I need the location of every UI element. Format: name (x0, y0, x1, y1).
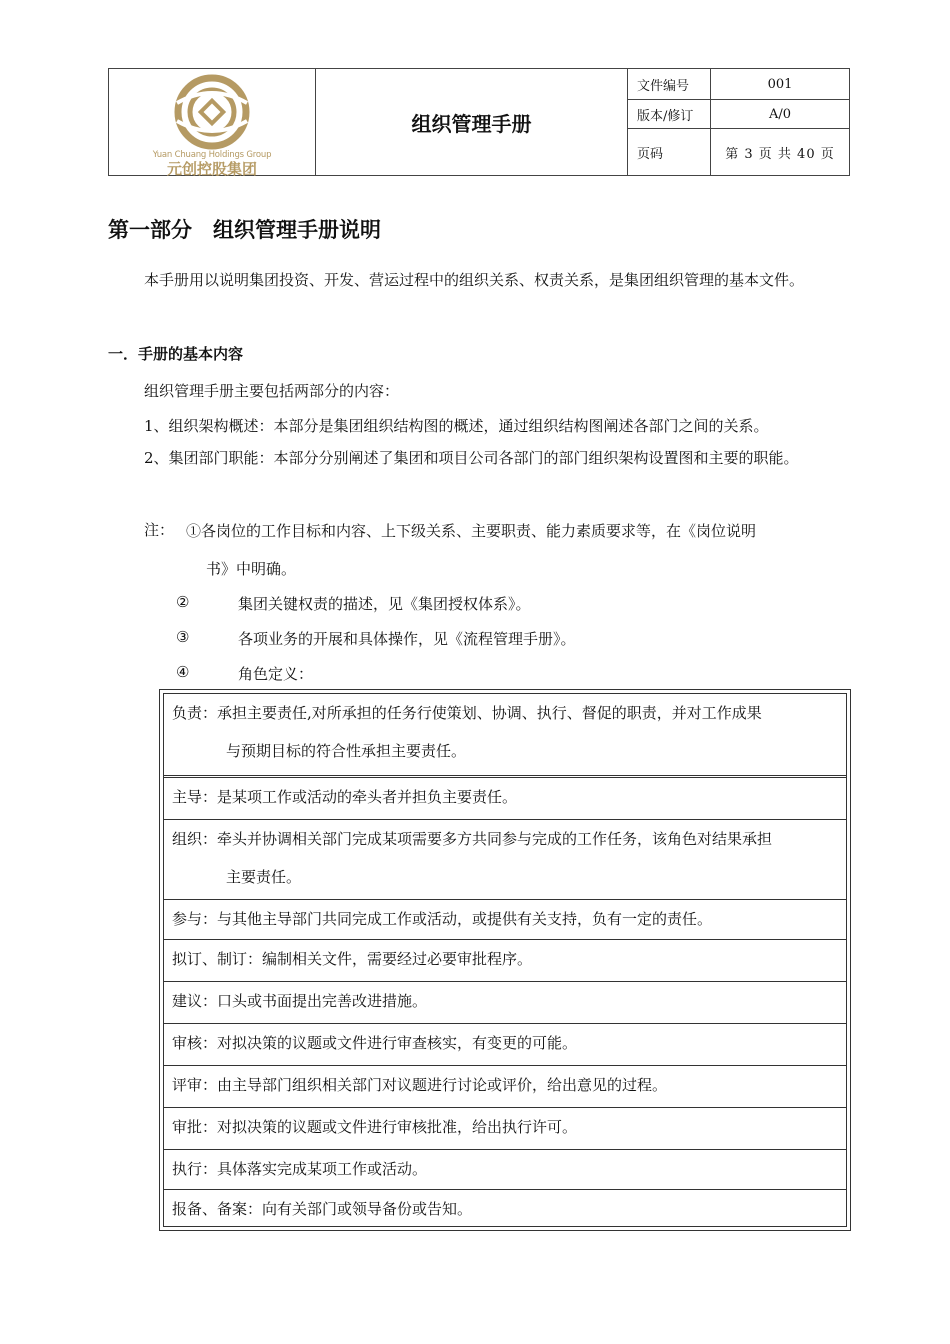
company-logo (109, 69, 316, 178)
role-text: 负责：承担主要责任,对所承担的任务行使策划、协调、执行、督促的职责，并对工作成果 (172, 704, 762, 722)
role-text: 参与：与其他主导部门共同完成工作或活动，或提供有关支持，负有一定的责任。 (172, 910, 713, 928)
meta-label: 文件编号 (628, 69, 711, 99)
role-row-canyu (164, 900, 846, 940)
note-1-line1: ①各岗位的工作目标和内容、上下级关系、主要职责、能力素质要求等，在《岗位说明 (186, 522, 757, 540)
note-2-number: ② (176, 593, 190, 611)
note-3-number: ③ (176, 628, 190, 646)
role-row-baobei (164, 1190, 846, 1226)
meta-label: 版本/修订 (628, 100, 711, 128)
role-text-continued: 与预期目标的符合性承担主要责任。 (226, 742, 467, 760)
note-1 (186, 512, 852, 588)
role-row-niding (164, 940, 846, 982)
role-text: 评审：由主导部门组织相关部门对议题进行讨论或评价，给出意见的过程。 (172, 1076, 668, 1094)
meta-label: 页码 (628, 129, 711, 175)
role-text: 审批：对拟决策的议题或文件进行审核批准，给出执行许可。 (172, 1118, 578, 1136)
document-meta-table (628, 69, 849, 175)
note-3-text: 各项业务的开展和具体操作，见《流程管理手册》。 (238, 630, 576, 648)
role-text: 执行：具体落实完成某项工作或活动。 (172, 1160, 428, 1178)
content-item-2: 2、集团部门职能：本部分分别阐述了集团和项目公司各部门的部门组织架构设置图和主要的职能。 (144, 449, 799, 467)
role-definition-table-inner (163, 693, 847, 1227)
note-label: 注： (144, 521, 175, 539)
role-text-continued: 主要责任。 (226, 868, 302, 886)
logo-emblem-icon (155, 73, 269, 151)
meta-value: 第 3 页 共 40 页 (725, 146, 835, 162)
content-item-1: 1、组织架构概述：本部分是集团组织结构图的概述，通过组织结构图阐述各部门之间的关系。 (144, 417, 769, 435)
role-text: 报备、备案：向有关部门或领导备份或告知。 (172, 1200, 473, 1218)
document-title: 组织管理手册 (316, 69, 628, 175)
meta-row-page (628, 129, 849, 175)
role-row-zuzhi (164, 820, 846, 900)
meta-value: 001 (767, 76, 793, 92)
role-text: 拟订、制订：编制相关文件，需要经过必要审批程序。 (172, 950, 533, 968)
note-2-text: 集团关键权责的描述，见《集团授权体系》。 (238, 595, 531, 613)
note-4-text: 角色定义： (238, 665, 314, 683)
subsection-title: 一．手册的基本内容 (108, 345, 244, 363)
role-row-shenpi (164, 1108, 846, 1150)
role-row-shenhe (164, 1024, 846, 1066)
role-row-fuze (164, 694, 846, 778)
note-4-number: ④ (176, 663, 190, 681)
section-title: 第一部分 组织管理手册说明 (108, 218, 381, 242)
document-header (108, 68, 850, 176)
role-row-jianyi (164, 982, 846, 1024)
meta-row-file-number (628, 69, 849, 100)
role-row-zhudao (164, 778, 846, 820)
role-row-pingshen (164, 1066, 846, 1108)
logo-english-name: Yuan Chuang Holdings Group (152, 150, 272, 160)
role-row-zhixing (164, 1150, 846, 1190)
meta-value: A/0 (768, 106, 792, 122)
role-text: 组织：牵头并协调相关部门完成某项需要多方共同参与完成的工作任务，该角色对结果承担 (172, 830, 773, 848)
content-intro: 组织管理手册主要包括两部分的内容： (144, 382, 400, 400)
role-text: 建议：口头或书面提出完善改进措施。 (172, 992, 428, 1010)
note-1-line2: 书》中明确。 (206, 560, 297, 578)
role-text: 主导：是某项工作或活动的牵头者并担负主要责任。 (172, 788, 518, 806)
logo-chinese-name: 元创控股集团 (166, 160, 257, 178)
role-text: 审核：对拟决策的议题或文件进行审查核实，有变更的可能。 (172, 1034, 578, 1052)
meta-row-version (628, 100, 849, 129)
role-definition-table (159, 689, 851, 1231)
intro-paragraph: 本手册用以说明集团投资、开发、营运过程中的组织关系、权责关系，是集团组织管理的基本文件。 (144, 271, 805, 289)
